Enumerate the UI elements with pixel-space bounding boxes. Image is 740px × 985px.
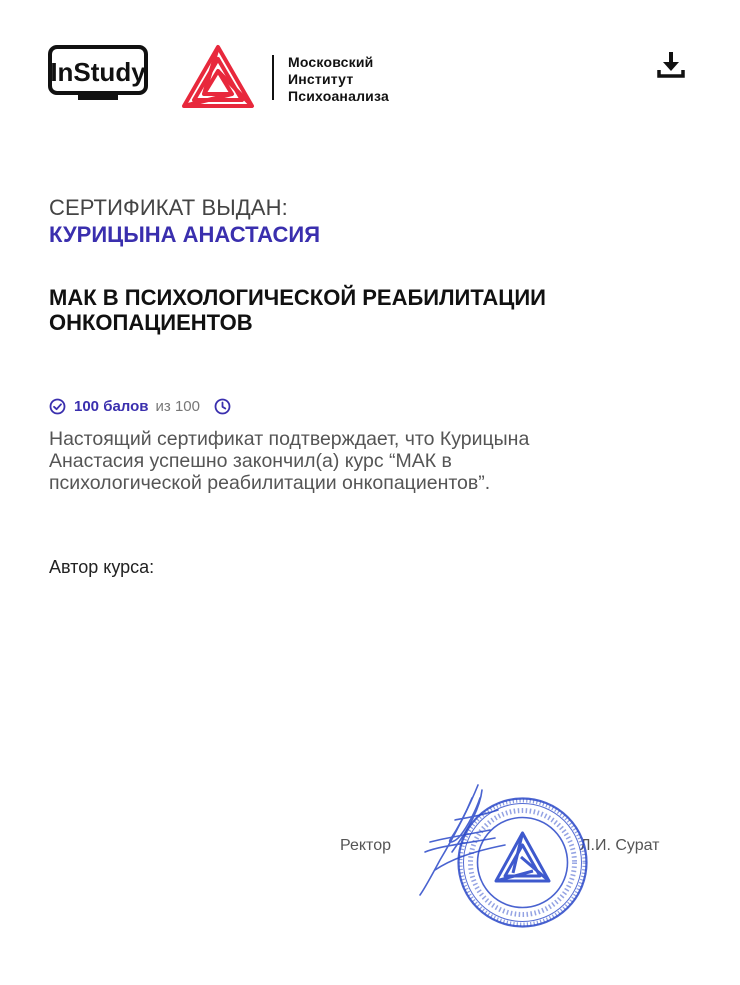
instudy-logo	[48, 45, 148, 103]
logo-divider	[272, 55, 274, 100]
description-line: Настоящий сертификат подтверждает, что Курицына	[49, 428, 530, 450]
rector-signature	[410, 780, 520, 900]
course-title-line: ОНКОПАЦИЕНТОВ	[49, 310, 253, 335]
institute-name-line: Институт	[288, 71, 354, 87]
institute-name-line: Психоанализа	[288, 88, 389, 104]
score-value: 100 балов	[74, 397, 149, 415]
download-button[interactable]	[656, 52, 686, 80]
instudy-logo-text: InStudy	[50, 57, 146, 87]
certificate-description	[49, 428, 649, 494]
description-line: Анастасия успешно закончил(а) курс “МАК в	[49, 450, 452, 472]
description-line: психологической реабилитации онкопациентов”.	[49, 472, 491, 494]
institute-name-line: Московский	[288, 54, 374, 70]
author-label: Автор курса:	[49, 557, 155, 577]
issued-label: СЕРТИФИКАТ ВЫДАН:	[49, 195, 288, 220]
clock-icon	[214, 398, 231, 415]
institute-name	[288, 54, 389, 105]
institute-logo	[181, 44, 255, 110]
download-icon	[656, 52, 686, 80]
course-title	[49, 285, 669, 335]
course-title-line: МАК В ПСИХОЛОГИЧЕСКОЙ РЕАБИЛИТАЦИИ	[49, 285, 546, 310]
rector-name: Л.И. Сурат	[580, 837, 660, 854]
score-row	[49, 396, 231, 416]
recipient-name: КУРИЦЫНА АНАСТАСИЯ	[49, 222, 321, 247]
rector-label: Ректор	[340, 837, 391, 854]
check-circle-icon	[49, 398, 66, 415]
score-max: из 100	[155, 397, 200, 415]
